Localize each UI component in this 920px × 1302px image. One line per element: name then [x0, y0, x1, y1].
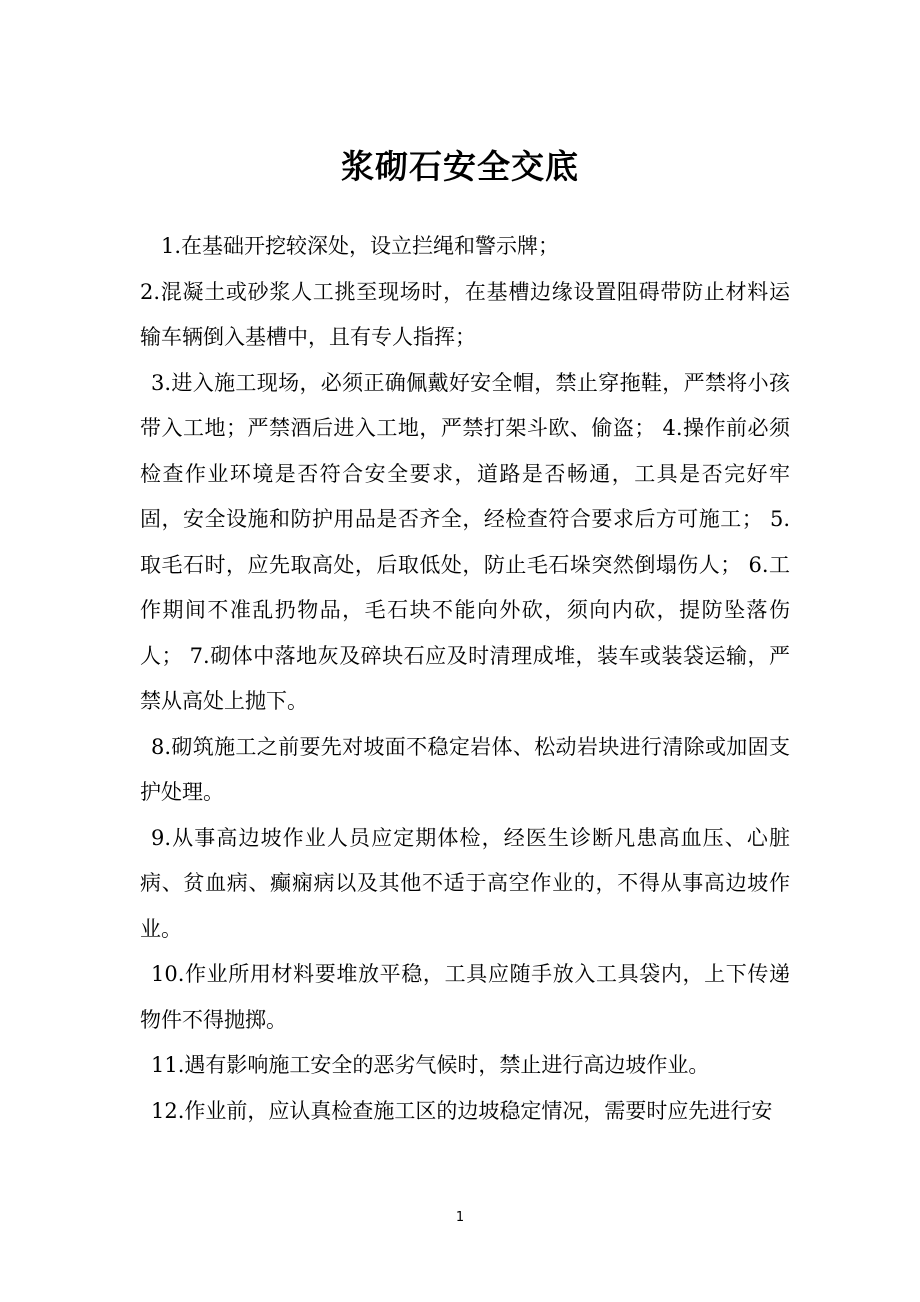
paragraph-11: 11.遇有影响施工安全的恶劣气候时，禁止进行高边坡作业。	[151, 1053, 710, 1077]
paragraph-8: 8.砌筑施工之前要先对坡面不稳定岩体、松动岩块进行清除或加固支护处理。	[140, 734, 790, 804]
paragraph-12: 12.作业前，应认真检查施工区的边坡稳定情况，需要时应先进行安	[151, 1098, 773, 1123]
paragraph-10: 10.作业所用材料要堆放平稳，工具应随手放入工具袋内，上下传递物件不得抛掷。	[140, 962, 790, 1032]
document-title: 浆砌石安全交底	[341, 147, 579, 186]
paragraph-2: 2.混凝土或砂浆人工挑至现场时，在基槽边缘设置阻碍带防止材料运输车辆倒入基槽中，且有专人指挥；	[140, 279, 790, 349]
paragraph-3: 3.进入施工现场，必须正确佩戴好安全帽，禁止穿拖鞋，严禁将小孩带入工地；严禁酒后进入工地，严禁打架斗欧、偷盗； 4.操作前必须检查作业环境是否符合安全要求，道路是否畅通，工具是否完好牢固，安全设施和防护用品是否齐全，经检查符合要求后方可施工； 5.取毛石时，应先取高处，后取低处，防止毛石垛突然倒塌伤人； 6.工作期间不准乱扔物品，毛石块不能向外砍，须向内砍，提防坠落伤人； 7.砌体中落地灰及碎块石应及时清理成堆，装车或装袋运输，严禁从高处上抛下。	[140, 370, 790, 713]
paragraph-9: 9.从事高边坡作业人员应定期体检，经医生诊断凡患高血压、心脏病、贫血病、癫痫病以及其他不适于高空作业的，不得从事高边坡作业。	[140, 825, 790, 941]
document-body	[140, 224, 790, 1134]
paragraph-1: 1.在基础开挖较深处，设立拦绳和警示牌；	[161, 234, 560, 258]
page-number: 1	[455, 1210, 465, 1225]
